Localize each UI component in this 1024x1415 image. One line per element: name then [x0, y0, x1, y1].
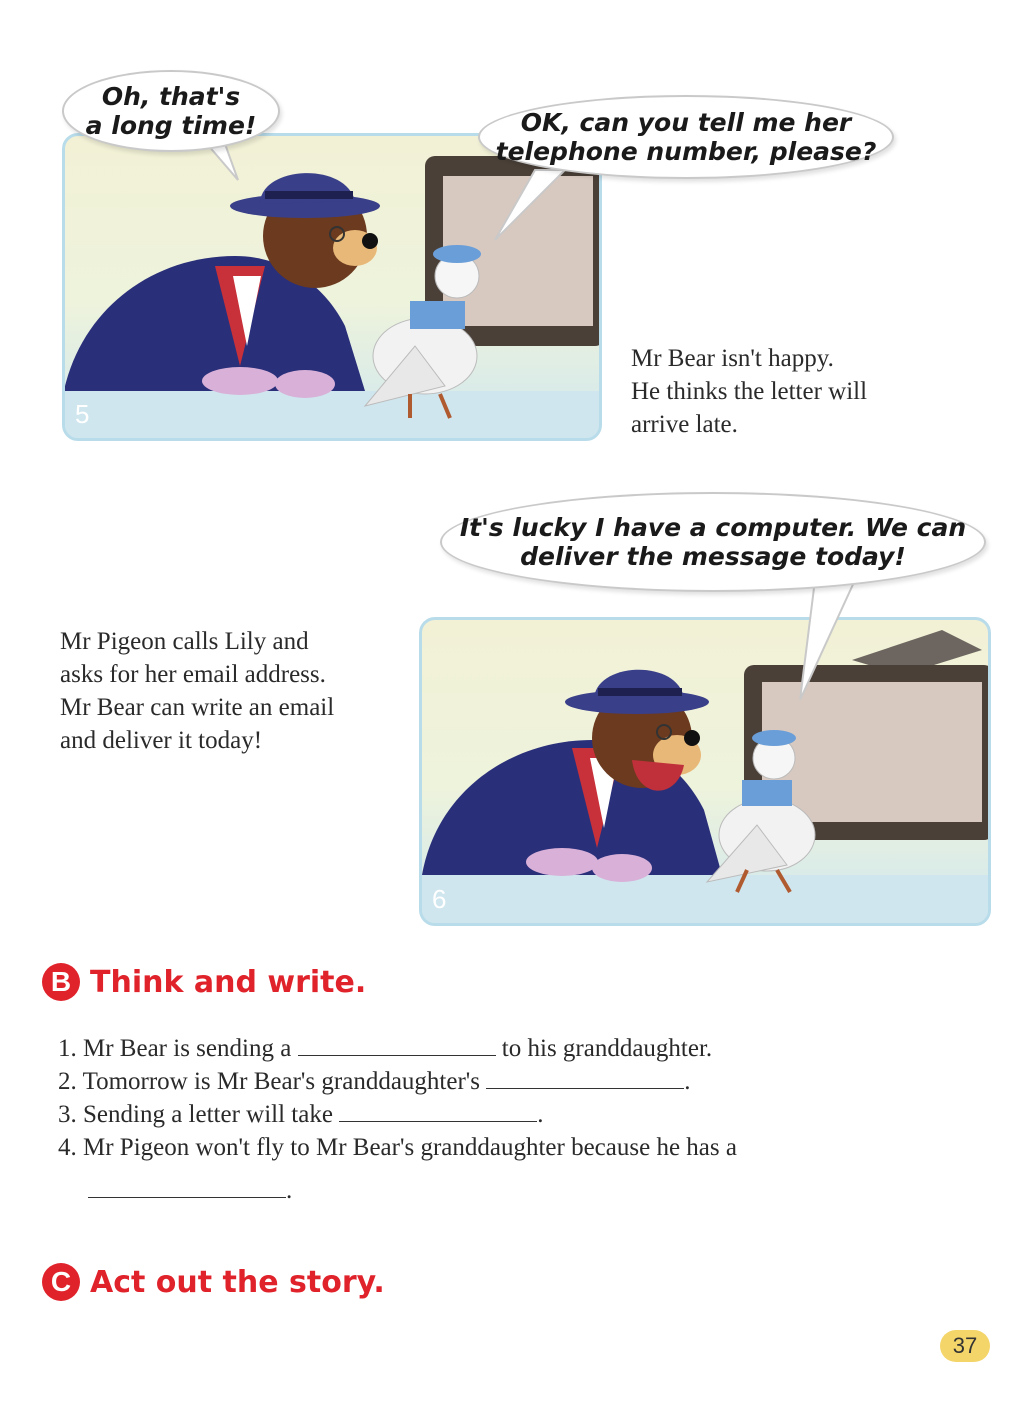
page-number: 37 [940, 1330, 990, 1362]
narration-panel-5: Mr Bear isn't happy. He thinks the letter will arrive late. [631, 345, 868, 438]
panel-number: 5 [75, 399, 90, 429]
speech-bubble-pigeon-5: OK, can you tell me her telephone number, please? [478, 95, 894, 179]
question-4-continued: . [58, 1174, 737, 1207]
section-b-badge: B [42, 963, 80, 1001]
panel-number: 6 [432, 884, 447, 914]
answer-blank[interactable] [339, 1101, 537, 1122]
section-c-heading [42, 1263, 385, 1301]
comic-illustration-6 [422, 620, 988, 923]
narration-panel-6: Mr Pigeon calls Lily and asks for her email address. Mr Bear can write an email and deliver it today! [60, 628, 335, 754]
section-c-title: Act out the story. [90, 1264, 385, 1300]
question-1: 1. Mr Bear is sending a to his granddaughter. [58, 1035, 713, 1062]
speech-bubble-bear-6: It's lucky I have a computer. We can deliver the message today! [440, 492, 986, 592]
section-b-heading [42, 963, 366, 1001]
comic-panel-6 [419, 617, 991, 926]
answer-blank[interactable] [298, 1035, 496, 1056]
answer-blank[interactable] [88, 1177, 286, 1198]
speech-tail [795, 575, 865, 705]
section-b-title: Think and write. [90, 964, 367, 1000]
answer-blank[interactable] [486, 1068, 684, 1089]
question-4: 4. Mr Pigeon won't fly to Mr Bear's granddaughter because he has a [58, 1134, 737, 1161]
speech-bubble-bear-5: Oh, that's a long time! [62, 70, 280, 152]
question-3: 3. Sending a letter will take . [58, 1101, 544, 1128]
section-c-badge: C [42, 1263, 80, 1301]
speech-tail [485, 165, 575, 245]
question-list [58, 1032, 737, 1207]
question-2: 2. Tomorrow is Mr Bear's granddaughter's . [58, 1068, 691, 1095]
